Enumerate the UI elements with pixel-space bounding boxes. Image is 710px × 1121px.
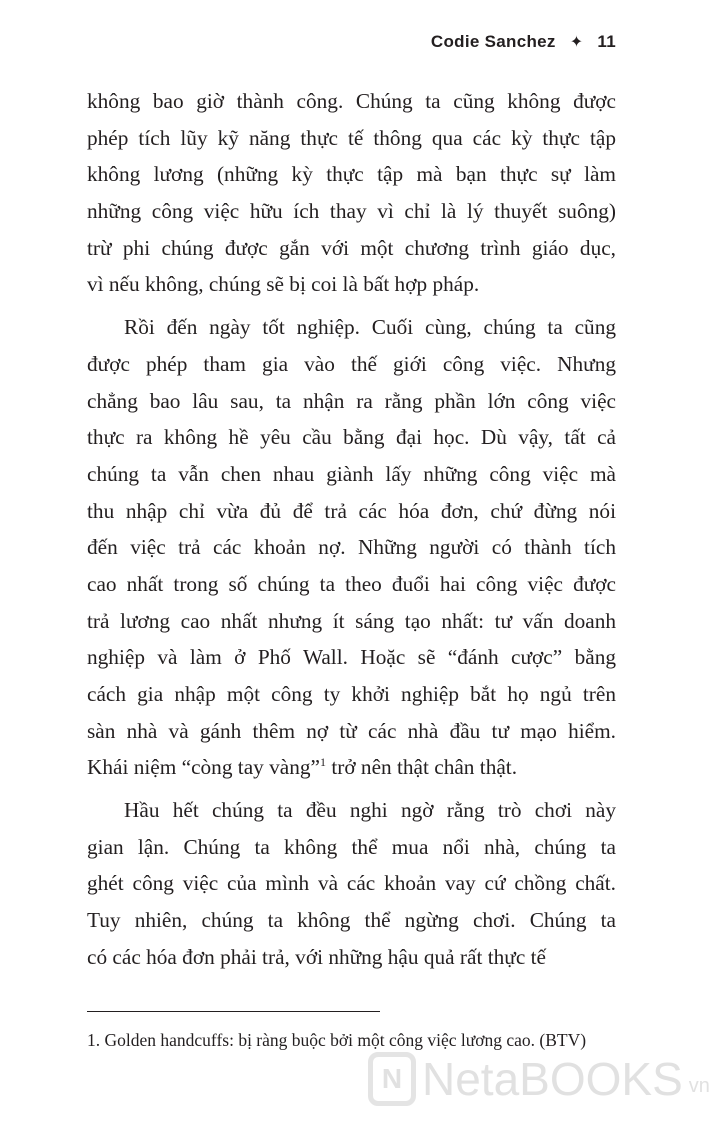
text-line xyxy=(87,120,616,157)
line-text: phép tích lũy kỹ năng thực tế thông qua các kỳ thực tập xyxy=(87,125,616,150)
footnote-divider xyxy=(87,1011,380,1012)
line-text: trở nên thật chân thật. xyxy=(326,755,518,780)
text-line xyxy=(87,713,616,750)
text-line xyxy=(87,383,616,420)
text-line xyxy=(87,529,616,566)
text-line xyxy=(87,902,616,939)
text-line xyxy=(87,309,616,346)
line-text: vì nếu không, chúng sẽ bị coi là bất hợp pháp. xyxy=(87,272,480,297)
line-text: thực ra không hề yêu cầu bằng đại học. Dù vậy, tất cả xyxy=(87,425,616,450)
text-line xyxy=(87,865,616,902)
text-line xyxy=(87,193,616,230)
line-text: sàn nhà và gánh thêm nợ từ các nhà đầu tư mạo hiểm. xyxy=(87,718,616,743)
watermark-logo: N NetaBOOKS vn xyxy=(368,1052,710,1106)
line-text: không bao giờ thành công. Chúng ta cũng không được xyxy=(87,89,616,113)
footnote: 1. Golden handcuffs: bị ràng buộc bởi một công việc lương cao. (BTV) xyxy=(87,1030,587,1050)
line-text: không lương (những kỳ thực tập mà bạn thực sự làm xyxy=(87,162,616,187)
line-text: cách gia nhập một công ty khởi nghiệp bắt họ ngủ trên xyxy=(87,682,616,706)
author-name: Codie Sanchez xyxy=(430,32,556,51)
line-text: trả lương cao nhất nhưng ít sáng tạo nhất: tư vấn doanh xyxy=(87,608,616,633)
line-text: gian lận. Chúng ta không thể mua nổi nhà, chúng ta xyxy=(87,834,616,859)
line-text: Tuy nhiên, chúng ta không thể ngừng chơi. Chúng ta xyxy=(87,908,616,933)
text-line xyxy=(87,639,616,676)
text-line xyxy=(87,603,616,640)
line-text: thu nhập chỉ vừa đủ để trả các hóa đơn, chứ đừng nói xyxy=(87,498,616,523)
text-line xyxy=(87,939,616,976)
text-line xyxy=(87,266,616,303)
text-line xyxy=(87,156,616,193)
text-line xyxy=(87,566,616,603)
line-text: những công việc hữu ích thay vì chỉ là lý thuyết suông) xyxy=(87,199,616,224)
text-line xyxy=(87,230,616,267)
text-line xyxy=(87,83,616,120)
text-line xyxy=(87,346,616,383)
line-text: có các hóa đơn phải trả, với những hậu quả rất thực tế xyxy=(87,944,546,969)
text-line xyxy=(87,419,616,456)
line-text: chẳng bao lâu sau, ta nhận ra rằng phần lớn công việc xyxy=(87,388,616,413)
line-text: được phép tham gia vào thế giới công việc. Nhưng xyxy=(87,351,616,376)
line-text: Hầu hết chúng ta đều nghi ngờ rằng trò chơi này xyxy=(124,798,616,823)
line-text: cao nhất trong số chúng ta theo đuổi hai công việc được xyxy=(87,571,616,596)
line-text: trừ phi chúng được gắn với một chương trình giáo dục, xyxy=(87,235,616,260)
text-line xyxy=(87,493,616,530)
text-line xyxy=(87,792,616,829)
footnote-reference[interactable]: 1 xyxy=(320,755,326,770)
line-text: đến việc trả các khoản nợ. Những người có thành tích xyxy=(87,535,616,560)
text-line xyxy=(87,749,616,786)
star-icon: ✦ xyxy=(569,34,584,51)
text-line xyxy=(87,829,616,866)
line-text: ghét công việc của mình và các khoản vay cứ chồng chất. xyxy=(87,871,616,896)
text-line xyxy=(87,456,616,493)
line-text: nghiệp và làm ở Phố Wall. Hoặc sẽ “đánh cược” bằng xyxy=(87,645,616,670)
line-text: Khái niệm “còng tay vàng” xyxy=(87,755,320,780)
line-text: Rồi đến ngày tốt nghiệp. Cuối cùng, chúng ta cũng xyxy=(124,315,616,340)
page-number: 11 xyxy=(597,32,616,51)
running-header xyxy=(431,32,616,52)
body-text xyxy=(87,83,616,976)
line-text: chúng ta vẫn chen nhau giành lấy những công việc mà xyxy=(87,461,616,486)
netabooks-logo-icon: N xyxy=(368,1052,416,1106)
text-line xyxy=(87,676,616,713)
